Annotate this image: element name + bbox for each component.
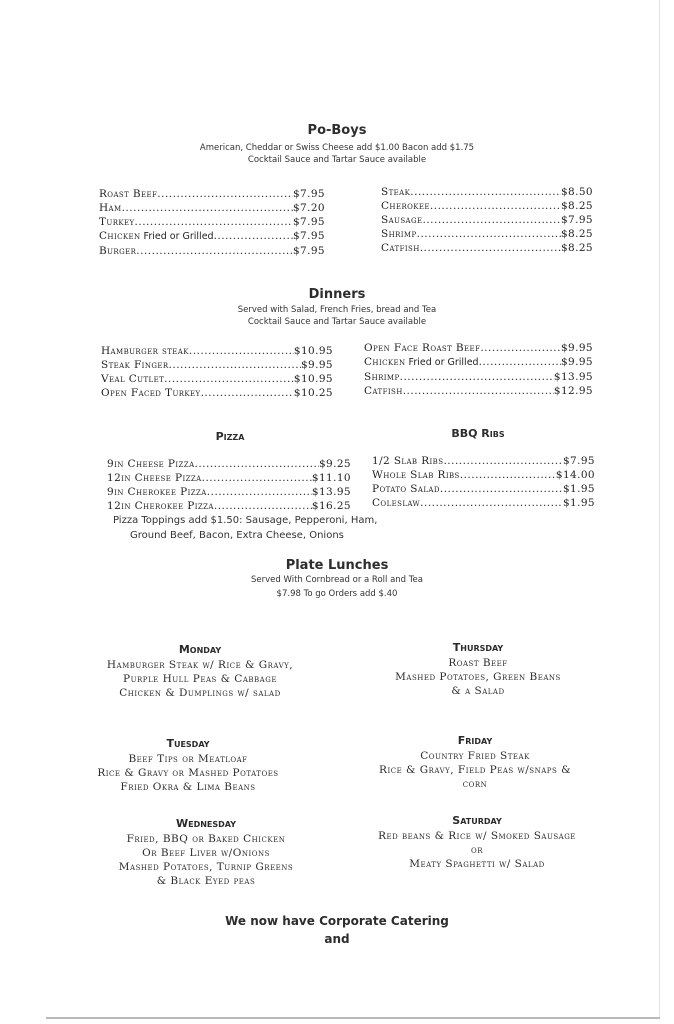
poboys-note: Cocktail Sauce and Tartar Sauce available: [247, 155, 427, 165]
menu-item-name: [372, 454, 443, 468]
plate-lunches-note: Served With Cornbread or a Roll and Tea: [251, 575, 423, 585]
menu-item-row: [364, 384, 593, 398]
day-name: Wednesday: [175, 817, 237, 830]
leader-dots: [195, 457, 319, 471]
leader-dots: [460, 468, 556, 482]
menu-item-price: $7.95: [292, 245, 325, 257]
dinners-left-list: [101, 344, 333, 400]
dinners-note: Cocktail Sauce and Tartar Sauce available: [247, 317, 427, 327]
day-name: Tuesday: [166, 737, 210, 750]
menu-item-row: [99, 187, 325, 201]
menu-item-label: Turkey: [99, 216, 135, 228]
day-line: corn: [462, 778, 488, 790]
menu-item-price: $12.95: [553, 385, 593, 397]
leader-dots: [440, 482, 563, 496]
day-line: Fried, BBQ or Baked Chicken: [126, 833, 286, 845]
menu-item-price: $7.95: [562, 455, 595, 467]
bbq-title: BBQ Ribs: [451, 427, 505, 440]
day-wednesday: [106, 817, 306, 888]
menu-item-name: [99, 229, 214, 244]
menu-item-name: [381, 241, 420, 255]
menu-item-label: Steak Finger: [101, 359, 169, 371]
menu-item-row: [381, 227, 593, 241]
day-name: Saturday: [452, 814, 502, 827]
poboys-left-list: [99, 187, 325, 258]
menu-item-label: 12in Cheese Pizza: [107, 472, 202, 484]
day-line: Or Beef Liver w/Onions: [142, 847, 270, 859]
plate-lunches-note: $7.98 To go Orders add $.40: [276, 589, 398, 599]
menu-item-price: $7.95: [292, 216, 325, 228]
day-line: Rice & Gravy, Field Peas w/snaps &: [379, 764, 571, 776]
menu-item-name: [364, 341, 480, 355]
pizza-toppings: [113, 513, 403, 543]
menu-item-name: [381, 227, 417, 241]
menu-item-label: Shrimp: [364, 371, 400, 383]
menu-item-row: [381, 185, 593, 199]
menu-item-label: Ham: [99, 202, 122, 214]
menu-item-row: [372, 468, 595, 482]
menu-item-row: [101, 344, 333, 358]
menu-item-name: [381, 199, 430, 213]
menu-item-price: $7.95: [560, 214, 593, 226]
day-line: Rice & Gravy or Mashed Potatoes: [97, 767, 279, 779]
dinners-right-list: [364, 341, 593, 398]
menu-item-name: [99, 244, 136, 258]
menu-item-price: $7.95: [292, 230, 325, 242]
menu-item-price: $9.25: [318, 458, 351, 470]
leader-dots: [400, 370, 554, 384]
plate-lunches-notes: [0, 574, 674, 600]
menu-item-label: 9in Cheese Pizza: [107, 458, 195, 470]
dinners-notes: [0, 304, 674, 328]
pizza-list: [107, 457, 351, 513]
menu-item-price: $10.95: [293, 373, 333, 385]
menu-item-price: $10.25: [293, 387, 333, 399]
day-line: Beef Tips or Meatloaf: [128, 753, 248, 765]
leader-dots: [207, 485, 312, 499]
day-name: Friday: [457, 734, 493, 747]
menu-item-name: [101, 386, 201, 400]
menu-item-price: $10.95: [293, 345, 333, 357]
menu-item-row: [107, 499, 351, 513]
menu-item-row: [364, 370, 593, 384]
leader-dots: [122, 201, 293, 215]
catering-line: and: [324, 932, 350, 946]
day-line: Country Fried Steak: [420, 750, 530, 762]
menu-item-label: Burger: [99, 245, 137, 257]
menu-item-row: [381, 199, 593, 213]
menu-item-label: Potato Salad: [372, 483, 440, 495]
leader-dots: [135, 215, 293, 229]
menu-item-price: $8.25: [560, 228, 593, 240]
menu-item-price: $16.25: [311, 500, 351, 512]
menu-item-price: $1.95: [562, 483, 595, 495]
menu-item-row: [372, 454, 595, 468]
menu-item-label: Cherokee: [381, 200, 430, 212]
menu-item-row: [99, 229, 325, 244]
menu-item-row: [364, 341, 593, 355]
menu-item-row: [381, 213, 593, 227]
menu-item-price: $13.95: [311, 486, 351, 498]
dinners-note: Served with Salad, French Fries, bread and Tea: [237, 305, 437, 315]
day-line: Fried Okra & Lima Beans: [120, 781, 256, 793]
menu-item-price: $9.95: [300, 359, 333, 371]
menu-item-label: Open Face Roast Beef: [364, 342, 481, 354]
menu-item-row: [381, 241, 593, 255]
day-line: Hamburger Steak w/ Rice & Gravy,: [106, 659, 294, 671]
menu-item-row: [99, 215, 325, 229]
menu-item-name: [101, 344, 189, 358]
day-line: & Black Eyed peas: [156, 875, 256, 887]
menu-item-price: $7.95: [292, 188, 325, 200]
day-tuesday: [88, 737, 288, 794]
menu-item-label: Shrimp: [381, 228, 417, 240]
pizza-toppings-line: Pizza Toppings add $1.50: Sausage, Pepperoni, Ham,: [113, 515, 378, 526]
day-line: Mashed Potatoes, Turnip Greens: [118, 861, 294, 873]
menu-item-label: Catfish: [381, 242, 420, 254]
menu-item-name: [381, 185, 410, 199]
poboys-notes: [0, 142, 674, 166]
day-saturday: [366, 814, 588, 871]
menu-item-name: [364, 370, 400, 384]
menu-item-row: [101, 358, 333, 372]
menu-item-label: Steak: [381, 186, 411, 198]
leader-dots: [479, 355, 561, 370]
menu-item-price: $8.25: [560, 200, 593, 212]
menu-item-row: [107, 471, 351, 485]
menu-item-name: [107, 499, 214, 513]
menu-item-label: Hamburger steak: [101, 345, 189, 357]
day-line: Red beans & Rice w/ Smoked Sausage: [378, 830, 576, 842]
leader-dots: [136, 244, 293, 258]
menu-item-label: Roast Beef: [99, 188, 158, 200]
dinners-title: Dinners: [308, 287, 366, 302]
menu-item-name: [101, 358, 169, 372]
day-line: Roast Beef: [448, 657, 508, 669]
menu-item-label: Sausage: [381, 214, 423, 226]
leader-dots: [420, 241, 561, 255]
day-line: Mashed Potatoes, Green Beans: [395, 671, 561, 683]
leader-dots: [164, 372, 294, 386]
menu-item-name: [99, 187, 157, 201]
catering-line: We now have Corporate Catering: [225, 914, 449, 928]
catering-notice: [0, 912, 674, 948]
menu-item-price: $14.00: [555, 469, 595, 481]
menu-item-row: [101, 372, 333, 386]
menu-item-name: [101, 372, 164, 386]
menu-item-row: [372, 496, 595, 510]
day-line: & a Salad: [451, 685, 505, 697]
leader-dots: [420, 496, 563, 510]
leader-dots: [417, 227, 561, 241]
leader-dots: [423, 213, 561, 227]
menu-item-price: $8.25: [560, 242, 593, 254]
leader-dots: [201, 386, 294, 400]
menu-item-price: $11.10: [311, 472, 351, 484]
menu-item-name: [364, 355, 479, 370]
day-line: Chicken & Dumplings w/ salad: [119, 687, 281, 699]
day-name: Thursday: [452, 641, 504, 654]
menu-item-option: Fried or Grilled: [405, 357, 479, 368]
page-bottom-edge: [46, 1017, 660, 1019]
menu-item-label: Open Faced Turkey: [101, 387, 201, 399]
menu-item-price: $9.95: [560, 356, 593, 368]
leader-dots: [430, 199, 561, 213]
day-line: or: [470, 844, 483, 856]
menu-item-name: [364, 384, 403, 398]
pizza-title: Pizza: [215, 430, 245, 443]
menu-item-label: 1/2 Slab Ribs: [372, 455, 444, 467]
menu-item-label: 9in Cherokee Pizza: [107, 486, 207, 498]
menu-item-label: Veal Cutlet: [101, 373, 165, 385]
menu-item-row: [99, 244, 325, 258]
menu-item-price: $13.95: [553, 371, 593, 383]
leader-dots: [480, 341, 561, 355]
menu-item-row: [99, 201, 325, 215]
menu-item-row: [364, 355, 593, 370]
plate-lunches-title: Plate Lunches: [285, 558, 389, 573]
poboys-note: American, Cheddar or Swiss Cheese add $1.00 Bacon add $1.75: [199, 143, 475, 153]
menu-item-name: [381, 213, 423, 227]
menu-item-option: Fried or Grilled: [140, 231, 214, 242]
menu-item-row: [107, 457, 351, 471]
menu-item-name: [99, 215, 135, 229]
menu-item-name: [107, 471, 202, 485]
leader-dots: [443, 454, 563, 468]
leader-dots: [157, 187, 293, 201]
day-thursday: [378, 641, 578, 698]
leader-dots: [169, 358, 301, 372]
day-line: Purple Hull Peas & Cabbage: [123, 673, 277, 685]
menu-item-row: [372, 482, 595, 496]
leader-dots: [410, 185, 561, 199]
poboys-right-list: [381, 185, 593, 255]
menu-item-name: [372, 468, 460, 482]
poboys-title: Po-Boys: [307, 123, 367, 138]
menu-item-name: [107, 457, 195, 471]
menu-item-price: $7.20: [292, 202, 325, 214]
pizza-toppings-line: Ground Beef, Bacon, Extra Cheese, Onions: [130, 530, 344, 541]
menu-item-name: [372, 496, 420, 510]
leader-dots: [189, 344, 294, 358]
menu-item-label: 12in Cherokee Pizza: [107, 500, 214, 512]
leader-dots: [214, 499, 312, 513]
day-line: Meaty Spaghetti w/ Salad: [409, 858, 545, 870]
day-name: Monday: [178, 643, 222, 656]
menu-item-label: Coleslaw: [372, 497, 421, 509]
menu-item-price: $1.95: [562, 497, 595, 509]
menu-item-row: [107, 485, 351, 499]
menu-item-price: $8.50: [560, 186, 593, 198]
menu-item-name: [372, 482, 440, 496]
menu-item-label: Whole Slab Ribs: [372, 469, 460, 481]
menu-item-row: [101, 386, 333, 400]
menu-item-name: [107, 485, 207, 499]
leader-dots: [214, 229, 293, 244]
menu-item-label: Catfish: [364, 385, 403, 397]
menu-item-label: Chicken: [364, 356, 406, 368]
day-friday: [370, 734, 580, 791]
menu-item-price: $9.95: [560, 342, 593, 354]
leader-dots: [202, 471, 312, 485]
bbq-list: [372, 454, 595, 510]
menu-item-label: Chicken: [99, 230, 141, 242]
menu-item-name: [99, 201, 122, 215]
day-monday: [100, 643, 300, 700]
leader-dots: [403, 384, 554, 398]
